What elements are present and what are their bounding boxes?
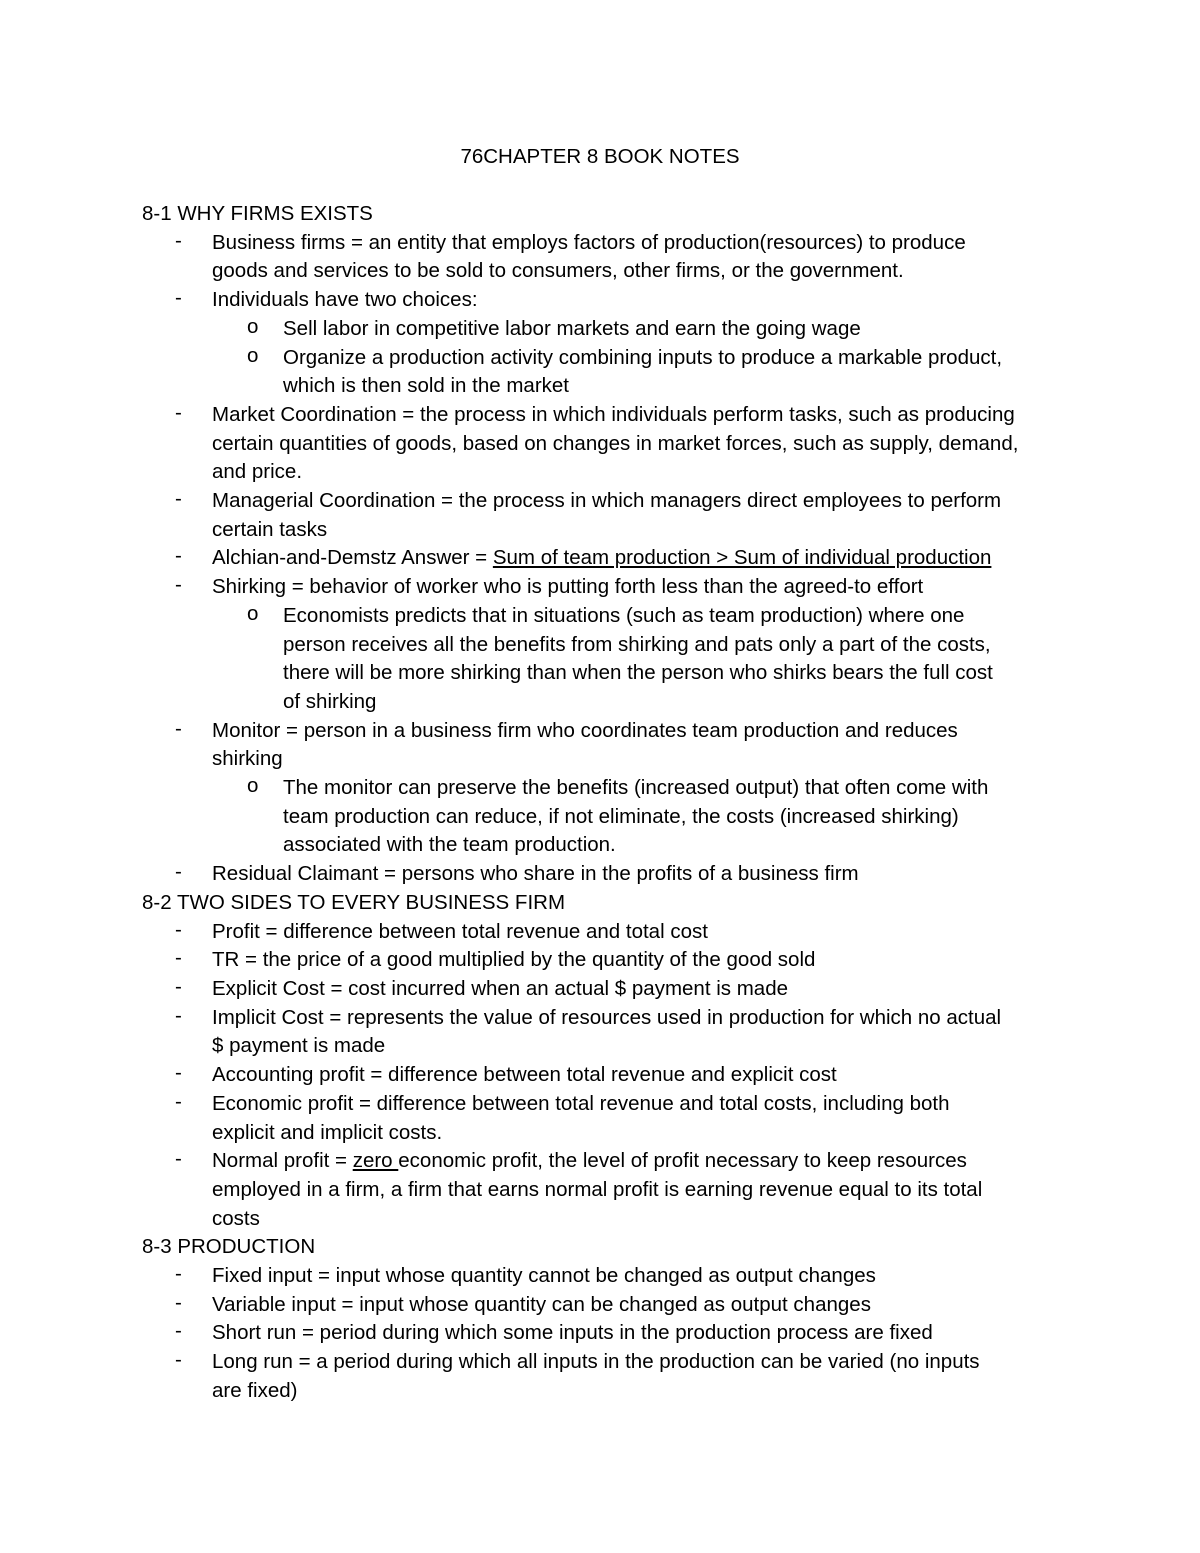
list-item: - Monitor = person in a business firm who coordinates team production and reduces shirking	[175, 716, 958, 771]
dash-bullet: -	[175, 1147, 182, 1171]
dash-bullet: -	[175, 974, 182, 998]
section-heading-8-1: 8-1 WHY FIRMS EXISTS	[142, 202, 373, 225]
underlined-text: Sum of team production > Sum of individual production	[492, 546, 992, 570]
circle-bullet: o	[247, 314, 259, 338]
page-title: 76CHAPTER 8 BOOK NOTES	[460, 145, 740, 168]
list-item: - Alchian-and-Demstz Answer = Sum of team production > Sum of individual production	[175, 544, 992, 570]
dash-bullet: -	[175, 400, 182, 424]
list-item: - Market Coordination = the process in which individuals perform tasks, such as producing certain quantities of goods, based on changes in market forces, such as supply, demand, and price.	[175, 400, 1019, 484]
dash-bullet: -	[175, 1061, 182, 1085]
sub-list-item: o Sell labor in competitive labor markets and earn the going wage	[247, 314, 861, 340]
list-item: - Economic profit = difference between total revenue and total costs, including both explicit and implicit costs.	[175, 1089, 950, 1144]
list-item: - Long run = a period during which all inputs in the production can be varied (no inputs are fixed)	[175, 1348, 980, 1402]
dash-bullet: -	[175, 487, 182, 511]
section-heading-8-2: 8-2 TWO SIDES TO EVERY BUSINESS FIRM	[142, 890, 566, 914]
list-item: - Accounting profit = difference between total revenue and explicit cost	[175, 1061, 837, 1087]
underlined-text: zero	[352, 1149, 399, 1173]
dash-bullet: -	[175, 1290, 182, 1314]
dash-bullet: -	[175, 228, 182, 252]
sub-list-item: o The monitor can preserve the benefits (increased output) that often come with team production can reduce, if not eliminate, the costs (increased shirking) associated with the team production.	[247, 774, 989, 857]
list-item: - Individuals have two choices:	[175, 286, 478, 312]
sub-list-item: o Economists predicts that in situations (such as team production) where one person receives all the benefits from shirking and pats only a part of the costs, there will be more shirking than when the person who shirks bears the full cost of shirking	[247, 601, 993, 713]
dash-bullet: -	[175, 1089, 182, 1113]
list-item: - Short run = period during which some inputs in the production process are fixed	[175, 1319, 933, 1345]
dash-bullet: -	[175, 1319, 182, 1343]
list-item: - Implicit Cost = represents the value of resources used in production for which no actual $ payment is made	[175, 1003, 1002, 1058]
dash-bullet: -	[175, 946, 182, 970]
list-item: - Variable input = input whose quantity can be changed as output changes	[175, 1290, 871, 1316]
list-item: - Explicit Cost = cost incurred when an actual $ payment is made	[175, 974, 788, 1000]
circle-bullet: o	[247, 601, 259, 625]
list-item: - Shirking = behavior of worker who is putting forth less than the agreed-to effort	[175, 573, 924, 599]
dash-bullet: -	[175, 544, 182, 568]
list-item: - Managerial Coordination = the process in which managers direct employees to perform certain tasks	[175, 487, 1002, 541]
dash-bullet: -	[175, 716, 182, 740]
dash-bullet: -	[175, 286, 182, 310]
dash-bullet: -	[175, 1348, 182, 1372]
circle-bullet: o	[247, 774, 259, 798]
list-item: - Business firms = an entity that employs factors of production(resources) to produce goods and services to be sold to consumers, other firms, or the government.	[175, 228, 966, 283]
section-heading-8-3: 8-3 PRODUCTION	[142, 1235, 316, 1259]
list-item: - Residual Claimant = persons who share in the profits of a business firm	[175, 860, 859, 886]
list-item: - Profit = difference between total revenue and total cost	[175, 917, 708, 943]
dash-bullet: -	[175, 1262, 182, 1286]
list-item: - Fixed input = input whose quantity cannot be changed as output changes	[175, 1262, 876, 1288]
circle-bullet: o	[247, 343, 259, 367]
list-item: - Normal profit = zero economic profit, the level of profit necessary to keep resources employed in a firm, a firm that earns normal profit is earning revenue equal to its total costs	[175, 1147, 983, 1230]
dash-bullet: -	[175, 1003, 182, 1027]
dash-bullet: -	[175, 573, 182, 597]
dash-bullet: -	[175, 860, 182, 884]
sub-list-item: o Organize a production activity combining inputs to produce a markable product, which is then sold in the market	[247, 343, 1003, 398]
list-item: - TR = the price of a good multiplied by the quantity of the good sold	[175, 946, 816, 972]
notes-body	[142, 200, 1072, 1406]
dash-bullet: -	[175, 917, 182, 941]
